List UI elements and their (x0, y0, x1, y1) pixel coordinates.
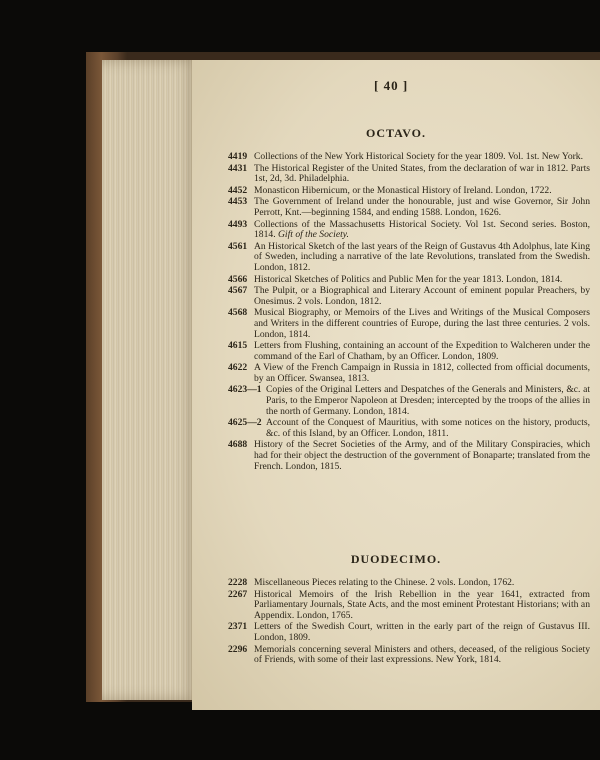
entry-number: 4622 (228, 362, 248, 374)
catalog-entry (228, 275, 590, 286)
entry-text: An Historical Sketch of the last years of the Reign of Gustavus 4th Adolphus, late King of Sweden, including a narrative of the late Revolutions, translated from the Swedish. London, 1812. (254, 240, 590, 273)
catalog-entry (228, 440, 590, 472)
entry-text: Copies of the Original Letters and Despatches of the Generals and Ministers, &c. at Paris, to the Emperor Napoleon at Dresden; intercepted by the troops of the allies in the north of Germany. London, 1814. (266, 384, 590, 417)
catalog-entry (228, 152, 590, 163)
entry-number: 4431 (228, 162, 248, 174)
catalog-entry (228, 286, 590, 307)
entry-text: Collections of the Massachusetts Historical Society. Vol 1st. Second series. Boston, 1814. (254, 218, 590, 241)
catalog-entry (228, 363, 590, 384)
entry-text: Letters of the Swedish Court, written in the early part of the reign of Gustavus III. London, 1809. (254, 621, 590, 643)
catalog-entry (228, 186, 590, 197)
entry-text: The Historical Register of the United States, from the declaration of war in 1812. Parts 1st, 2d, 3d. Philadelphia. (254, 162, 590, 185)
entry-number: 4453 (228, 196, 248, 208)
entry-text: Collections of the New York Historical Society for the year 1809. Vol. 1st. New York. (254, 151, 584, 162)
catalog-entry (228, 645, 590, 666)
entry-number: 4688 (228, 439, 248, 451)
catalog-entry (228, 622, 590, 643)
entry-number: 2371 (228, 621, 248, 633)
entry-number: 4567 (228, 285, 248, 297)
entry-number: 4419 (228, 151, 248, 162)
catalog-entry (228, 164, 590, 185)
entry-text: Account of the Conquest of Mauritius, with some notices on the history, products, &c. of this Island, by an Officer. London, 1811. (266, 417, 590, 439)
entry-text: The Government of Ireland under the honourable, just and wise Governor, Sir John Perrott, Knt.—beginning 1584, and ending 1588. London, 1626. (254, 196, 590, 218)
entry-number: 4566 (228, 273, 248, 285)
entry-number: 4623—1 (228, 384, 262, 396)
entry-text: Memorials concerning several Ministers and others, deceased, of the religious Society of Friends, with some of their last expressions. New York, 1814. (254, 643, 590, 666)
entry-number: 2228 (228, 577, 248, 588)
entry-text: Musical Biography, or Memoirs of the Lives and Writings of the Musical Composers and Writers in the different countries of Europe, during the last three centuries. 2 vols. London, 1814. (254, 307, 590, 340)
entry-number: 4568 (228, 307, 248, 319)
catalog-entry (228, 220, 590, 241)
entry-number: 4561 (228, 240, 248, 252)
catalog-entry (228, 341, 590, 362)
entry-number: 2267 (228, 588, 248, 600)
duodecimo-entries (228, 578, 590, 667)
page-number: [ 40 ] (374, 78, 409, 93)
entry-text-with-note (254, 220, 590, 241)
entry-text: The Pulpit, or a Biographical and Literary Account of eminent popular Preachers, by Onesimus. 2 vols. London, 1812. (254, 285, 590, 307)
entry-number: 4625—2 (228, 417, 262, 429)
catalog-entry (228, 578, 590, 589)
octavo-entries (228, 152, 590, 473)
catalog-entry (228, 418, 590, 439)
entry-text: Historical Sketches of Politics and Public Men for the year 1813. London, 1814. (254, 273, 563, 285)
entry-text: Miscellaneous Pieces relating to the Chinese. 2 vols. London, 1762. (254, 577, 515, 588)
entry-text: Monasticon Hibernicum, or the Monastical History of Ireland. London, 1722. (254, 184, 552, 196)
entry-number: 2296 (228, 643, 248, 655)
catalog-entry (228, 197, 590, 218)
entry-text: History of the Secret Societies of the Army, and of the Military Conspiracies, which had for their object the destruction of the government of Bonaparte; translated from the French. London, 1815. (254, 439, 590, 472)
entry-note: Gift of the Society. (278, 229, 349, 241)
section-heading-octavo: OCTAVO. (366, 126, 426, 140)
entry-number: 4452 (228, 184, 248, 196)
page-edges (102, 60, 200, 700)
catalog-entry (228, 385, 590, 417)
entry-text: A View of the French Campaign in Russia in 1812, collected from official documents, by an Officer. Swansea, 1813. (254, 362, 590, 384)
section-heading-duodecimo: DUODECIMO. (350, 552, 442, 566)
catalog-entry (228, 308, 590, 340)
catalog-entry (228, 242, 590, 274)
catalog-entry (228, 590, 590, 622)
catalog-page (192, 60, 600, 710)
entry-number: 4493 (228, 218, 248, 230)
entry-text: Historical Memoirs of the Irish Rebellion in the year 1641, extracted from Parliamentary Journals, State Acts, and the most eminent Protestant Historians; with an Appendix. London, 1765. (254, 588, 590, 621)
entry-number: 4615 (228, 340, 248, 352)
entry-text: Letters from Flushing, containing an account of the Expedition to Walcheren under the command of the Earl of Chatham, by an Officer. London, 1809. (254, 340, 590, 362)
